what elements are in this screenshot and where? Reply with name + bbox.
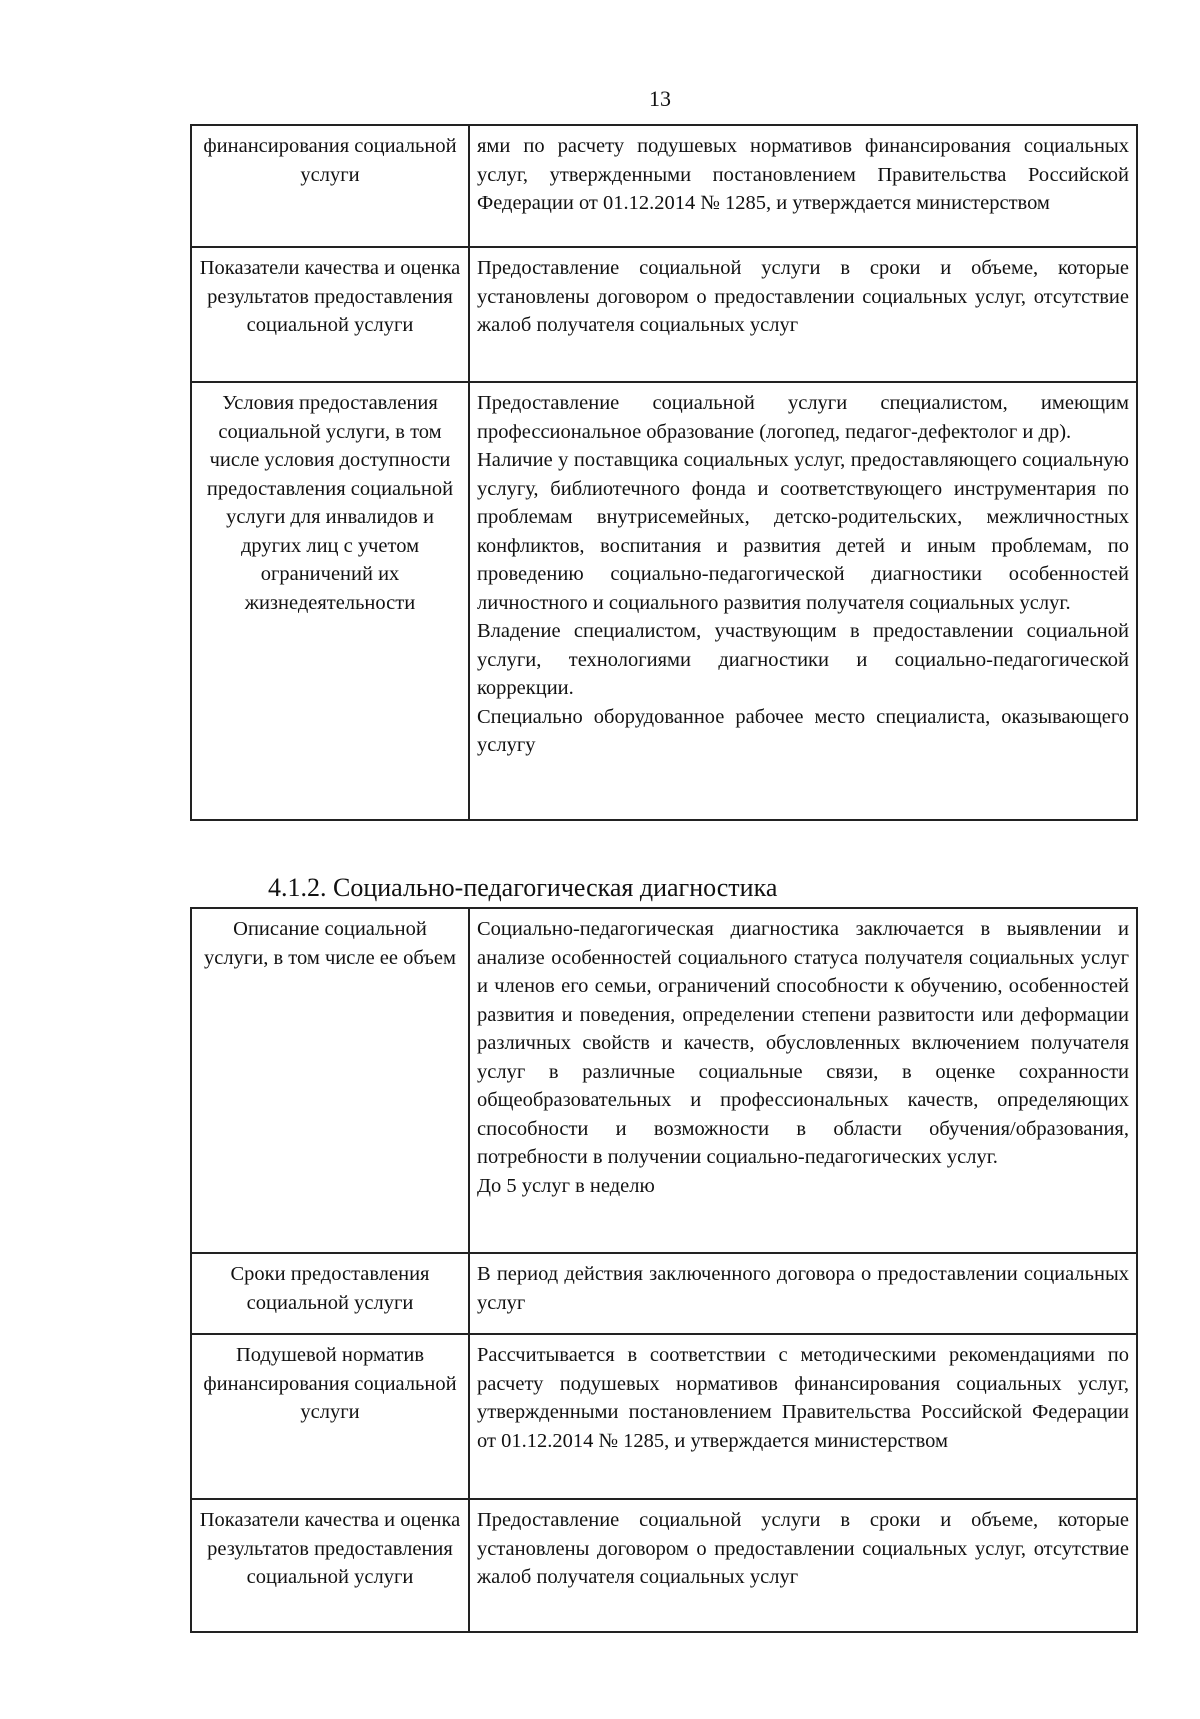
row-content	[469, 908, 1137, 1253]
row-label: Показатели качества и оценка результатов предоставления социальной услуги	[191, 247, 469, 382]
row-content	[469, 1334, 1137, 1499]
row-label: Подушевой норматив финансирования социальной услуги	[191, 1334, 469, 1499]
services-table-continued	[190, 124, 1138, 821]
row-content	[469, 1253, 1137, 1334]
row-content	[469, 382, 1137, 820]
paragraph: Социально-педагогическая диагностика заключается в выявлении и анализе особенностей социального статуса получателя социальных услуг и членов его семьи, ограничений способности к обучению, особенностей развития и поведения, определении степени развитости или деформации различных свойств и качеств, обусловленных включением получателя услуг в различные социальные связи, в оценке сохранности общеобразовательных и профессиональных качеств, определяющих способности и возможности в области обучения/образования, потребности в получении социально-педагогических услуг.	[477, 918, 1129, 1168]
table-row	[191, 1334, 1137, 1499]
paragraph: Владение специалистом, участвующим в предоставлении социальной услуги, технологиями диагностики и социально-педагогической коррекции.	[477, 620, 1129, 699]
table-row	[191, 908, 1137, 1253]
paragraph: В период действия заключенного договора о предоставлении социальных услуг	[477, 1263, 1129, 1314]
row-label: Описание социальной услуги, в том числе ее объем	[191, 908, 469, 1253]
row-content	[469, 125, 1137, 247]
paragraph: Предоставление социальной услуги в сроки и объеме, которые установлены договором о предоставлении социальных услуг, отсутствие жалоб получателя социальных услуг	[477, 1509, 1129, 1588]
table-row	[191, 125, 1137, 247]
row-label: Сроки предоставления социальной услуги	[191, 1253, 469, 1334]
page-number: 13	[649, 86, 671, 111]
row-content	[469, 1499, 1137, 1632]
table-row	[191, 382, 1137, 820]
row-label: Условия предоставления социальной услуги, в том числе условия доступности предоставления социальной услуги для инвалидов и других лиц с учетом ограничений их жизнедеятельности	[191, 382, 469, 820]
paragraph: Предоставление социальной услуги в сроки и объеме, которые установлены договором о предоставлении социальных услуг, отсутствие жалоб получателя социальных услуг	[477, 257, 1129, 336]
paragraph: Наличие у поставщика социальных услуг, предоставляющего социальную услугу, библиотечного фонда и соответствующего инструментария по проблемам внутрисемейных, детско-родительских, межличностных конфликтов, воспитания и развития детей и иным проблемам, по проведению социально-педагогической диагностики особенностей личностного и социального развития получателя социальных услуг.	[477, 449, 1129, 614]
paragraph: ями по расчету подушевых нормативов финансирования социальных услуг, утвержденными постановлением Правительства Российской Федерации от 01.12.2014 № 1285, и утверждается министерством	[477, 135, 1129, 214]
paragraph: Рассчитывается в соответствии с методическими рекомендациями по расчету подушевых нормативов финансирования социальных услуг, утвержденными постановлением Правительства Российской Федерации от 01.12.2014 № 1285, и утверждается министерством	[477, 1344, 1129, 1452]
table-row	[191, 1253, 1137, 1334]
row-content	[469, 247, 1137, 382]
table-row	[191, 1499, 1137, 1632]
paragraph: До 5 услуг в неделю	[477, 1174, 655, 1197]
row-label: Показатели качества и оценка результатов предоставления социальной услуги	[191, 1499, 469, 1632]
paragraph: Специально оборудованное рабочее место специалиста, оказывающего услугу	[477, 705, 1129, 756]
services-table	[190, 907, 1138, 1633]
row-label: финансирования социальной услуги	[191, 125, 469, 247]
section-heading: 4.1.2. Социально-педагогическая диагностика	[268, 873, 778, 902]
paragraph: Предоставление социальной услуги специалистом, имеющим профессиональное образование (логопед, педагог-дефектолог и др).	[477, 392, 1129, 443]
table-row	[191, 247, 1137, 382]
